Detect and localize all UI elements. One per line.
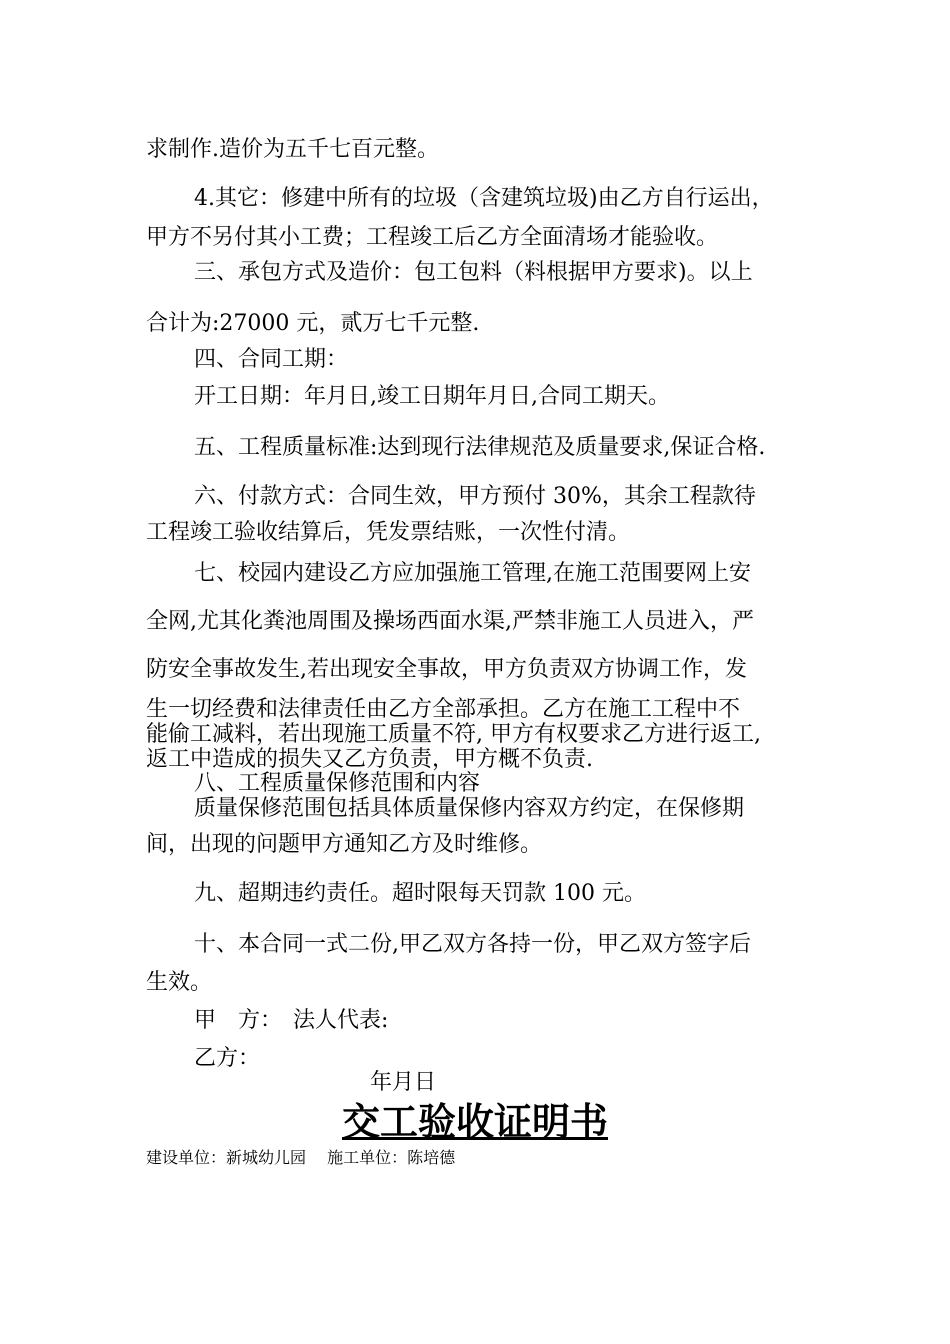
signature-line-party-a: 甲 方： 法人代表: bbox=[194, 1008, 389, 1033]
text-line-14: 生一切经费和法律责任由乙方全部承担。乙方在施工工程中不 bbox=[146, 697, 741, 722]
text-line-12: 全网,尤其化粪池周围及操场西面水渠,严禁非施工人员进入，严 bbox=[146, 609, 754, 634]
text-line-13: 防安全事故发生,若出现安全事故，甲方负责双方协调工作，发 bbox=[146, 657, 747, 682]
text-line-5: 合计为:27000 元，贰万七千元整. bbox=[146, 311, 480, 336]
text-line-20: 九、超期违约责任。超时限每天罚款 100 元。 bbox=[194, 881, 646, 906]
units-line: 建设单位：新城幼儿园 施工单位：陈培德 bbox=[146, 1148, 456, 1167]
text-line-9: 六、付款方式：合同生效，甲方预付 30%，其余工程款待 bbox=[194, 484, 756, 509]
text-line-3: 甲方不另付其小工费；工程竣工后乙方全面清场才能验收。 bbox=[146, 225, 719, 250]
text-line-17: 八、工程质量保修范围和内容 bbox=[194, 771, 481, 796]
text-line-21: 十、本合同一式二份,甲乙双方各持一份，甲乙双方签字后 bbox=[194, 932, 751, 957]
text-line-8: 五、工程质量标准:达到现行法律规范及质量要求,保证合格. bbox=[194, 435, 766, 460]
text-line-11: 七、校园内建设乙方应加强施工管理,在施工范围要网上安 bbox=[194, 561, 751, 586]
text-line-18: 质量保修范围包括具体质量保修内容双方约定，在保修期 bbox=[194, 796, 745, 821]
text-line-10: 工程竣工验收结算后，凭发票结账，一次性付清。 bbox=[146, 520, 631, 545]
text-line-6: 四、合同工期： bbox=[194, 347, 349, 372]
text-line-15: 能偷工减料，若出现施工质量不符, 甲方有权要求乙方进行返工, bbox=[146, 722, 761, 747]
certificate-title: 交工验收证明书 bbox=[341, 1100, 608, 1144]
text-line-1: 求制作.造价为五千七百元整。 bbox=[146, 137, 439, 162]
text-line-19: 间，出现的问题甲方通知乙方及时维修。 bbox=[146, 832, 543, 857]
date-line: 年月日 bbox=[370, 1070, 437, 1095]
signature-line-party-b: 乙方： bbox=[194, 1046, 261, 1071]
text-line-4: 三、承包方式及造价：包工包料（料根据甲方要求)。以上 bbox=[194, 260, 753, 285]
text-line-7: 开工日期：年月日,竣工日期年月日,合同工期天。 bbox=[194, 384, 670, 409]
text-line-16: 返工中造成的损失又乙方负责，甲方概不负责. bbox=[146, 747, 593, 772]
text-line-22: 生效。 bbox=[146, 970, 213, 995]
text-line-2: 4.其它：修建中所有的垃圾（含建筑垃圾)由乙方自行运出， bbox=[194, 186, 774, 211]
